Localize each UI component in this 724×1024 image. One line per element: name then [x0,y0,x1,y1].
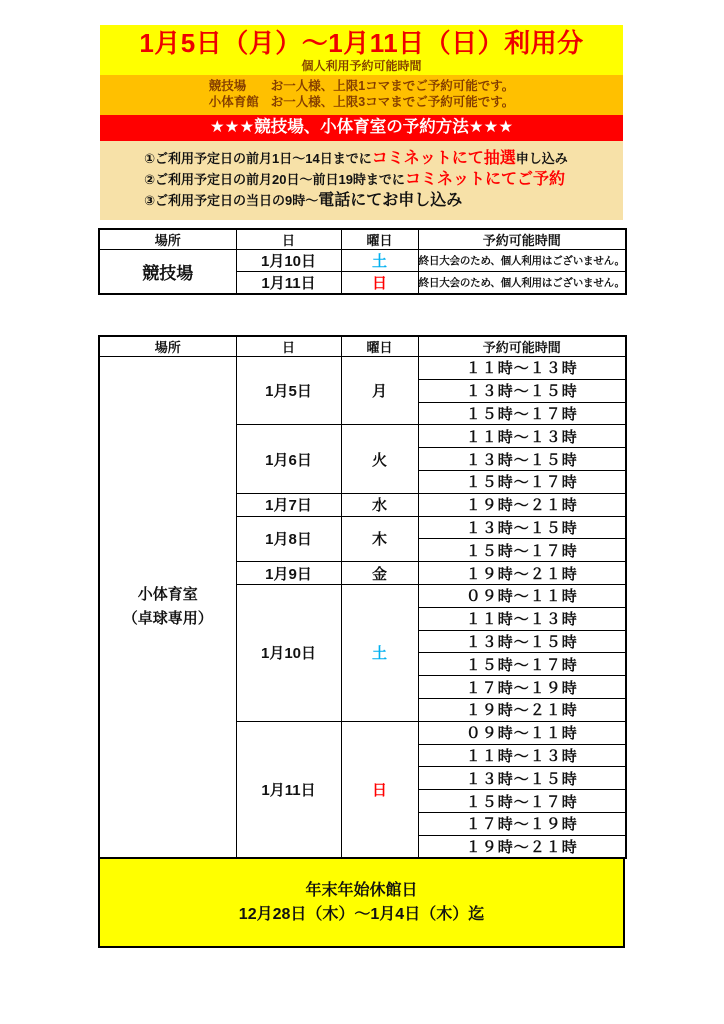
weekday-cell: 火 [341,425,418,493]
weekday-cell: 土 [341,584,418,721]
date-cell: 1月11日 [236,721,341,858]
stadium-schedule-table [98,228,627,295]
facility-name: 小体育館 [208,95,259,110]
date-cell: 1月5日 [236,357,341,425]
timeslot-cell: １１時～１３時 [418,357,626,380]
timeslot-cell: １３時～１５時 [418,448,626,471]
step-prefix: ②ご利用予定日の前月20日～前日19時までに [144,172,405,188]
method-banner: ★★★競技場、小体育室の予約方法★★★ [100,115,623,142]
timeslot-cell: １９時～２１時 [418,562,626,585]
location-line2: （卓球専用） [122,610,213,628]
step-highlight: コミネットにて抽選 [371,150,516,168]
timeslot-cell: １９時～２１時 [418,835,626,858]
location-line1: 小体育室 [137,586,198,604]
date-cell: 1月7日 [236,493,341,516]
weekday-cell: 日 [341,272,418,295]
method-step-3 [144,190,615,211]
method-step-1 [144,148,615,169]
weekday-cell: 土 [341,250,418,272]
header-location: 場所 [99,336,236,357]
title-banner [100,25,623,75]
timeslot-cell: １３時～１５時 [418,379,626,402]
timeslot-cell: １１時～１３時 [418,744,626,767]
location-cell: 競技場 [99,250,236,295]
step-prefix: ③ご利用予定日の当日の9時～ [144,193,319,209]
closed-days-range: 12月28日（木）～1月4日（木）迄 [238,905,485,923]
weekday-cell: 日 [341,721,418,858]
header-times: 予約可能時間 [418,336,626,357]
gym-schedule-table [98,335,627,859]
timeslot-cell: １５時～１７時 [418,653,626,676]
weekday-cell: 金 [341,562,418,585]
timeslot-cell: １９時～２１時 [418,493,626,516]
page-title: 1月5日（月）～1月11日（日）利用分 [139,28,584,58]
weekday-cell: 木 [341,516,418,562]
page-subtitle: 個人利用予約可能時間 [301,58,422,73]
closed-days-title: 年末年始休館日 [305,881,418,899]
timeslot-cell: １１時～１３時 [418,425,626,448]
table-header-row [99,229,626,250]
date-cell: 1月8日 [236,516,341,562]
closed-days-banner [98,857,625,948]
location-cell [99,357,236,859]
header-banners [100,25,623,220]
limit-line [100,94,623,111]
table-header-row [99,336,626,357]
timeslot-cell: １３時～１５時 [418,516,626,539]
note-cell: 終日大会のため、個人利用はございません。 [418,272,626,295]
timeslot-cell: １５時～１７時 [418,402,626,425]
date-cell: 1月10日 [236,584,341,721]
timeslot-cell: １１時～１３時 [418,607,626,630]
timeslot-cell: １７時～１９時 [418,812,626,835]
date-cell: 1月6日 [236,425,341,493]
header-date: 日 [236,336,341,357]
header-weekday: 曜日 [341,229,418,250]
header-weekday: 曜日 [341,336,418,357]
timeslot-cell: １７時～１９時 [418,676,626,699]
table-row [99,357,626,380]
note-cell: 終日大会のため、個人利用はございません。 [418,250,626,272]
limit-line [100,78,623,95]
limit-text: お一人様、上限3コマまでご予約可能です。 [270,95,515,110]
date-cell: 1月10日 [236,250,341,272]
header-date: 日 [236,229,341,250]
header-times: 予約可能時間 [418,229,626,250]
limit-text: お一人様、上限1コマまでご予約可能です。 [270,78,515,93]
weekday-cell: 月 [341,357,418,425]
step-emphasis: 電話にてお申し込み [318,192,463,210]
step-highlight: コミネットにてご予約 [404,171,565,189]
limit-notice-band [100,75,623,115]
header-location: 場所 [99,229,236,250]
timeslot-cell: １３時～１５時 [418,630,626,653]
timeslot-cell: １５時～１７時 [418,539,626,562]
weekday-cell: 水 [341,493,418,516]
method-steps [100,141,623,220]
table-row [99,250,626,272]
step-prefix: ①ご利用予定日の前月1日～14日までに [144,151,372,167]
step-tail: 申し込み [515,151,568,167]
method-step-2 [144,169,615,190]
timeslot-cell: １３時～１５時 [418,767,626,790]
timeslot-cell: ０９時～１１時 [418,584,626,607]
timeslot-cell: ０９時～１１時 [418,721,626,744]
date-cell: 1月9日 [236,562,341,585]
facility-name: 競技場 [208,78,247,93]
timeslot-cell: １５時～１７時 [418,470,626,493]
date-cell: 1月11日 [236,272,341,295]
timeslot-cell: １５時～１７時 [418,790,626,813]
timeslot-cell: １９時～２１時 [418,698,626,721]
